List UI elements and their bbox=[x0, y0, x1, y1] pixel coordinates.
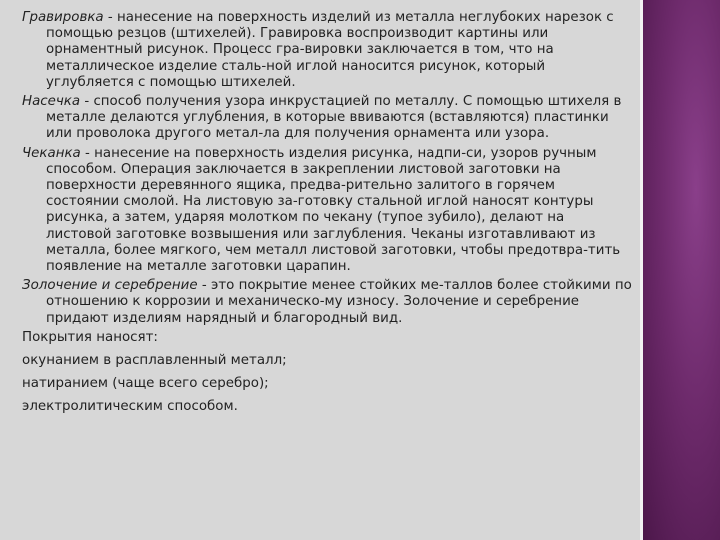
term-inlay: Насечка bbox=[22, 94, 81, 110]
coating-method-rubbing: натиранием (чаще всего серебро); bbox=[22, 376, 269, 392]
term-engraving: Гравировка bbox=[22, 10, 104, 25]
coating-method-dipping: окунанием в расплавленный металл; bbox=[22, 353, 287, 369]
paragraph-chasing bbox=[22, 146, 632, 276]
term-gilding: Золочение и серебрение bbox=[22, 278, 198, 294]
term-chasing: Чеканка bbox=[22, 145, 81, 161]
paragraph-inlay bbox=[22, 94, 632, 143]
definition-chasing: - нанесение на поверхность изделия рисунка, надпи-си, узоров ручным способом. Операция заключается в закреплении листовой заготовки на поверхности деревянного ящика, предва-рительно залитого в горячем состоянии смолой. На листовую за-готовку стальной иглой наносят контуры рисунка, а затем, ударяя молотком по чекану (тупое зубило), делают на листовой заготовке возвышения или заглубления. Чеканы изготавливают из металла, более мягкого, чем металл листовой заготовки, чтобы предотвра-тить появление на металле заготовки царапин. bbox=[46, 145, 621, 275]
definition-inlay: - способ получения узора инкрустацией по металлу. С помощью штихеля в металле делаются углубления, в которые ввиваются (вставляются) пластинки или проволока другого метал-ла для получения орнамента или узора. bbox=[46, 94, 622, 142]
coating-intro: Покрытия наносят: bbox=[22, 329, 158, 345]
text-block bbox=[22, 10, 632, 423]
decorative-side-panel bbox=[640, 0, 720, 540]
definition-gilding: - это покрытие менее стойких ме-таллов более стойкими по отношению к коррозии и механическо-му износу. Золочение и серебрение придают изделиям нарядный и благородный вид. bbox=[46, 278, 632, 326]
paragraph-engraving bbox=[22, 10, 632, 91]
coating-method-electrolytic: электролитическим способом. bbox=[22, 399, 238, 415]
paragraph-gilding bbox=[22, 278, 632, 327]
definition-engraving: - нанесение на поверхность изделий из металла неглубоких нарезок с помощью резцов (штихелей). Гравировка воспроизводит картины или орнаментный рисунок. Процесс гра-вировки заключается в том, что на металлическое изделие сталь-ной иглой наносится рисунок, который углубляется с помощью штихелей. bbox=[46, 10, 614, 90]
